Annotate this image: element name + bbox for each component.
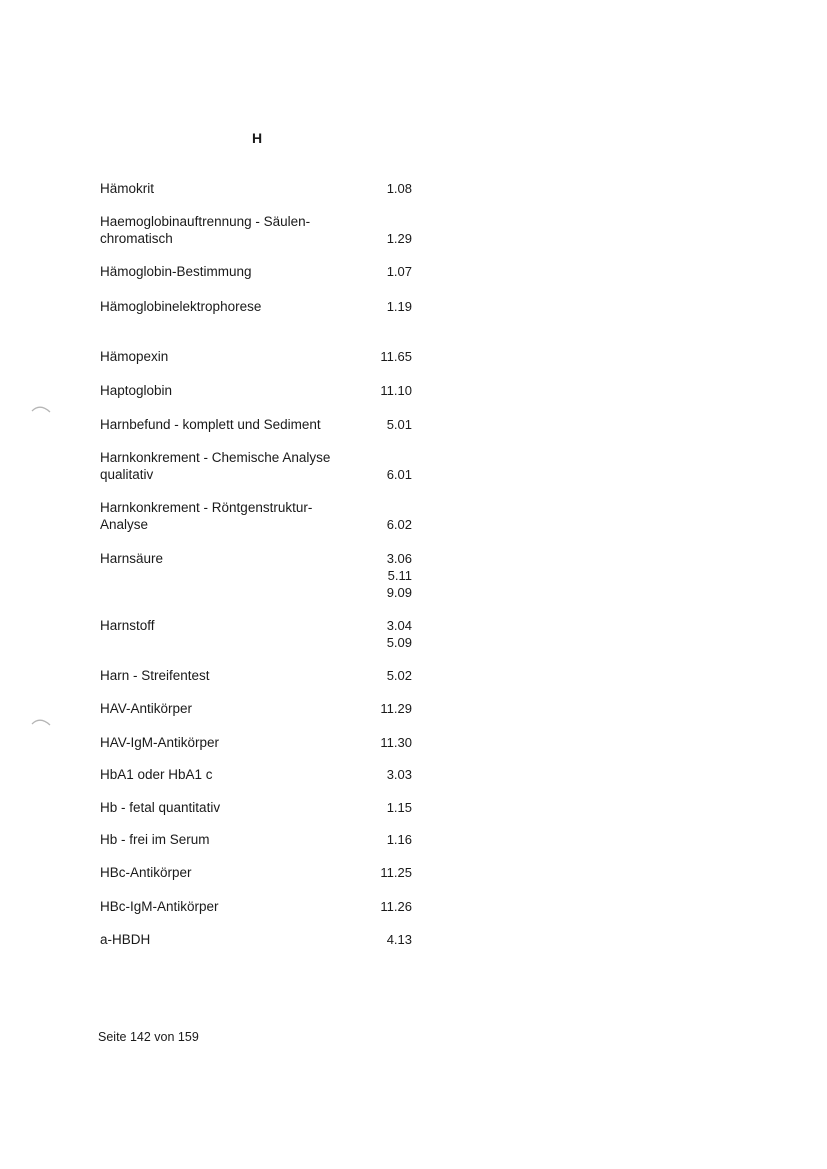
entry-code: 6.02	[386, 516, 412, 532]
entry-codes	[352, 865, 412, 882]
entry-code: 11.25	[380, 865, 412, 880]
entry-name: HBc-Antikörper	[100, 865, 192, 880]
entry-name: Hämopexin	[100, 349, 169, 364]
page-number-footer: Seite 142 von 159	[98, 1030, 199, 1044]
entry-name: Harn - Streifentest	[100, 668, 210, 683]
entry-codes	[352, 932, 412, 949]
entry-name: Hb - frei im Serum	[100, 832, 210, 847]
entry-code: 3.04	[386, 618, 412, 633]
entry-codes	[352, 299, 412, 316]
entry-name: Harnsäure	[100, 551, 164, 566]
entry-codes	[352, 767, 412, 784]
entry-codes	[352, 668, 412, 685]
entry-codes	[352, 467, 412, 484]
entry-codes	[352, 899, 412, 916]
entry-codes	[352, 618, 412, 652]
entry-code: 1.16	[386, 832, 412, 847]
entry-codes	[352, 832, 412, 849]
entry-name: Hämokrit	[100, 181, 155, 196]
entry-name: Harnbefund - komplett und Sediment	[100, 417, 321, 432]
entry-name: Hämoglobinelektrophorese	[100, 299, 262, 314]
entry-codes	[352, 264, 412, 281]
entry-name: Haemoglobinauftrennung - Säulen- chromatisch	[100, 214, 311, 246]
entry-name: Harnstoff	[100, 618, 155, 633]
entry-code: 3.03	[386, 767, 412, 782]
entry-codes	[352, 701, 412, 718]
entry-code: 1.08	[386, 181, 412, 196]
entry-name: Harnkonkrement - Chemische Analyse qualitativ	[100, 450, 331, 482]
entry-code: 5.01	[386, 417, 412, 432]
entry-code: 11.10	[380, 383, 412, 398]
entry-name: a-HBDH	[100, 932, 151, 947]
entry-code: 11.26	[380, 899, 412, 914]
entry-code: 6.01	[386, 466, 412, 482]
entry-name: HbA1 oder HbA1 c	[100, 767, 213, 782]
section-heading: H	[252, 130, 263, 146]
entry-code: 1.15	[386, 800, 412, 815]
entry-code: 1.29	[386, 230, 412, 246]
entry-name: HAV-Antikörper	[100, 701, 193, 716]
entry-codes	[352, 417, 412, 434]
entry-codes	[352, 383, 412, 400]
entry-name: HAV-IgM-Antikörper	[100, 735, 220, 750]
entry-code: 11.29	[380, 701, 412, 716]
entry-code: 11.65	[380, 349, 412, 364]
entry-code: 1.19	[386, 299, 412, 314]
entry-code: 9.09	[386, 584, 412, 600]
entry-name: Hb - fetal quantitativ	[100, 800, 221, 815]
entry-code: 5.11	[387, 567, 412, 583]
entry-codes	[352, 517, 412, 534]
entry-name: Harnkonkrement - Röntgenstruktur- Analyse	[100, 500, 313, 532]
entry-codes	[352, 735, 412, 752]
entry-name: Hämoglobin-Bestimmung	[100, 264, 252, 279]
entry-name: Haptoglobin	[100, 383, 173, 398]
entry-codes	[352, 800, 412, 817]
entry-code: 5.02	[386, 668, 412, 683]
entry-code: 3.06	[386, 551, 412, 566]
entry-name: HBc-IgM-Antikörper	[100, 899, 219, 914]
entry-codes	[352, 181, 412, 198]
entry-code: 11.30	[380, 735, 412, 750]
entry-codes	[352, 349, 412, 366]
entry-code: 1.07	[386, 264, 412, 279]
entry-code: 5.09	[386, 634, 412, 650]
entry-codes	[352, 231, 412, 248]
entry-codes	[352, 551, 412, 601]
entry-code: 4.13	[386, 932, 412, 947]
